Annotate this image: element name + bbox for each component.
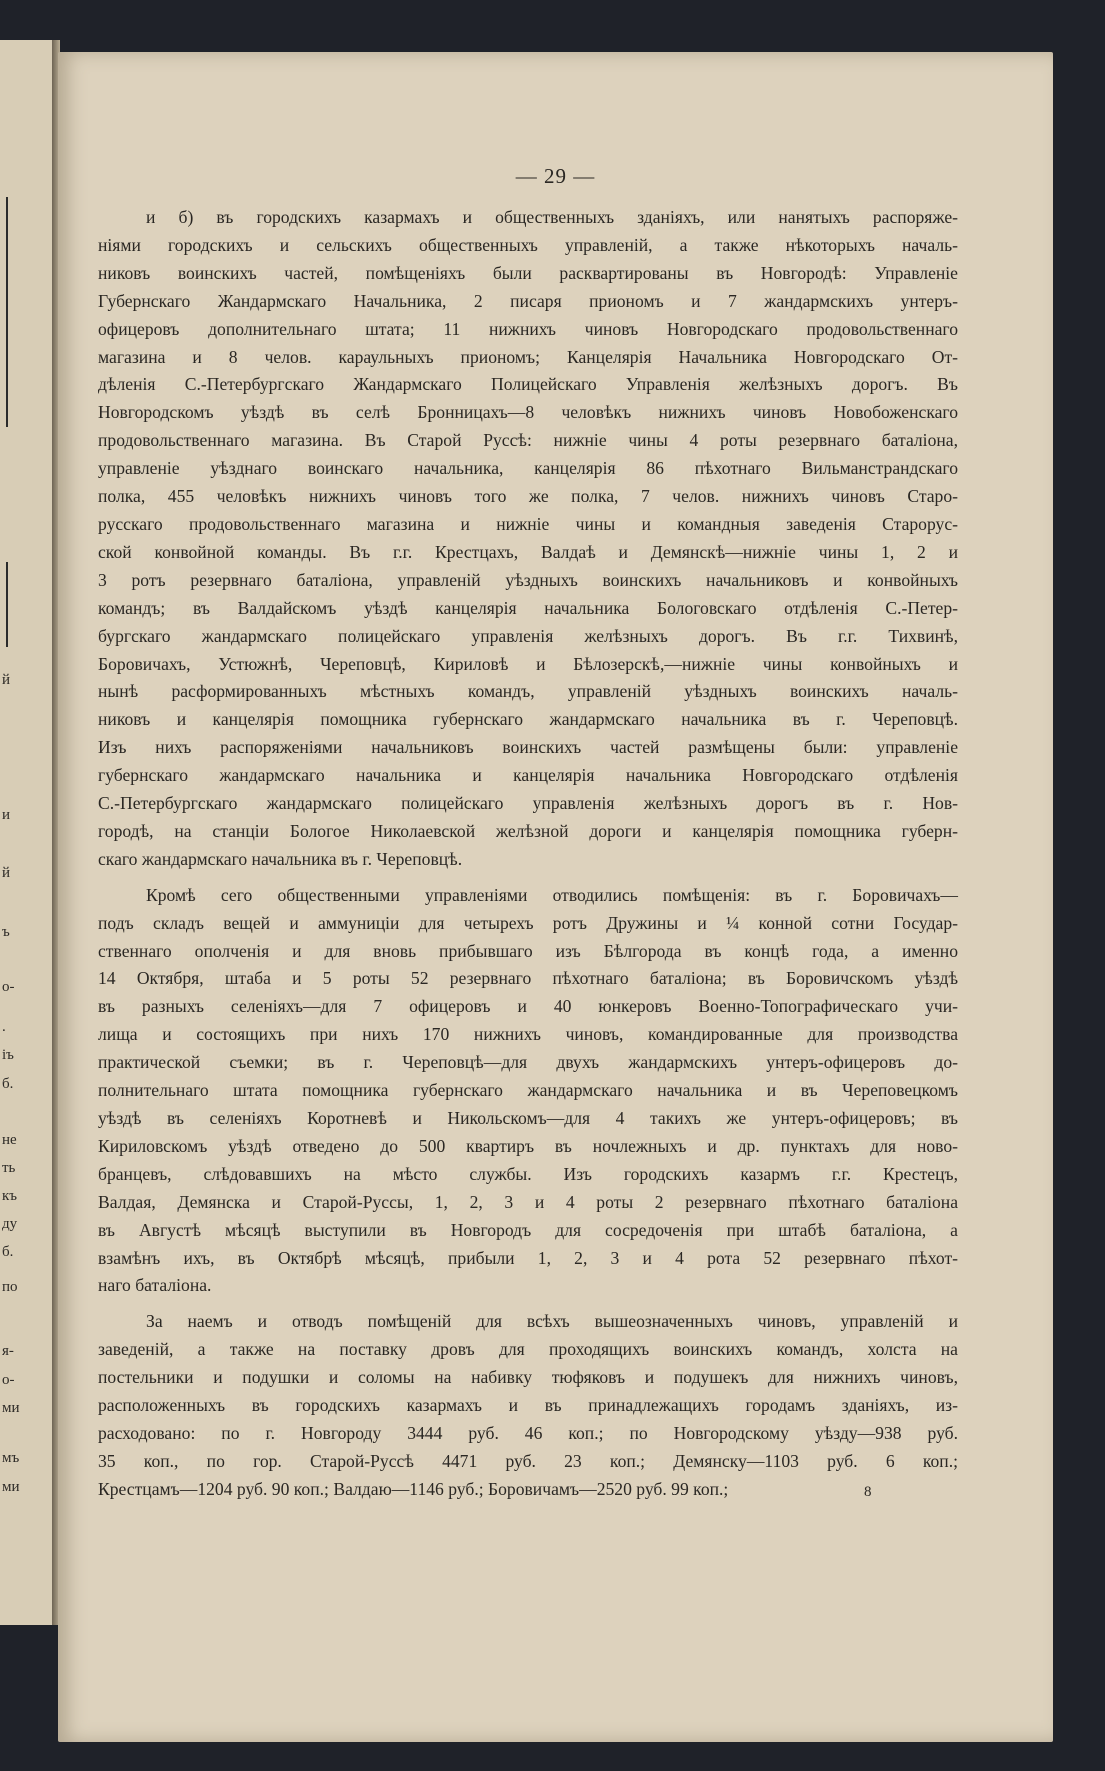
- document-page: [58, 52, 1053, 1742]
- text-line: управленіе уѣзднаго воинскаго начальника, канцелярія 86 пѣхотнаго Вильманстрандскаго: [98, 458, 958, 479]
- text-line: Кириловскомъ уѣздѣ отведено до 500 квартиръ въ ночлежныхъ и др. пунктахъ для ново-: [98, 1135, 958, 1156]
- text-line: Губернскаго Жандармскаго Начальника, 2 писаря приономъ и 7 жандармскихъ унтеръ-: [98, 290, 958, 311]
- left-page-fragment: я-: [2, 1343, 14, 1359]
- text-line: 3 ротъ резервнаго баталіона, управленій уѣздныхъ воинскихъ начальниковъ и конвойныхъ: [98, 569, 958, 590]
- left-page-fragment: къ: [2, 1188, 18, 1204]
- text-line: въ разныхъ селеніяхъ—для 7 офицеровъ и 40 юнкеровъ Военно-Топографическаго учи-: [98, 996, 958, 1017]
- left-page-fragment: мъ: [2, 1450, 20, 1466]
- text-line: полнительнаго штата помощника губернскаго жандармскаго начальника и въ Череповецкомъ: [98, 1080, 958, 1101]
- paragraph-gap: [98, 874, 958, 882]
- left-page-fragment: б.: [2, 1076, 14, 1092]
- text-line: взамѣнъ ихъ, въ Октябрѣ мѣсяцѣ, прибыли 1, 2, 3 и 4 рота 52 резервнаго пѣхот-: [98, 1247, 958, 1268]
- text-line: русскаго продовольственнаго магазина и нижніе чины и командныя заведенія Старорус-: [98, 513, 958, 534]
- text-line: заведеній, а также на поставку дровъ для проходящихъ воинскихъ командъ, холста на: [98, 1339, 958, 1360]
- text-line: бургскаго жандармскаго полицейскаго управленія желѣзныхъ дорогъ. Въ г.г. Тихвинѣ,: [98, 625, 958, 646]
- text-line: офицеровъ дополнительнаго штата; 11 нижнихъ чиновъ Новгородскаго продовольственнаго: [98, 318, 958, 339]
- left-page-fragment: ми: [2, 1479, 20, 1495]
- text-line: городѣ, на станціи Бологое Николаевской желѣзной дороги и канцелярія помощника губерн-: [98, 820, 958, 841]
- text-line: никовъ воинскихъ частей, помѣщеніяхъ были расквартированы въ Новгородѣ: Управленіе: [98, 262, 958, 283]
- text-line: ніями городскихъ и сельскихъ общественныхъ управленій, а также нѣкоторыхъ началь-: [98, 234, 958, 255]
- text-line: 14 Октября, штаба и 5 роты 52 резервнаго пѣхотнаго баталіона; въ Боровичскомъ уѣздѣ: [98, 968, 958, 989]
- left-page-fragment: о-: [2, 979, 15, 995]
- signature-mark: 8: [864, 1484, 872, 1500]
- text-line: Новгородскомъ уѣздѣ въ селѣ Бронницахъ—8 человѣкъ нижнихъ чиновъ Новобоженскаго: [98, 402, 958, 423]
- text-line: За наемъ и отводъ помѣщеній для всѣхъ вышеозначенныхъ чиновъ, управленій и: [146, 1311, 958, 1332]
- text-line: ской конвойной команды. Въ г.г. Крестцахъ, Валдаѣ и Демянскѣ—нижніе чины 1, 2 и: [98, 541, 958, 562]
- left-page-edge: [0, 40, 54, 1625]
- text-line: магазина и 8 челов. караульныхъ приономъ; Канцелярія Начальника Новгородскаго От-: [98, 346, 958, 367]
- text-line: расположенныхъ въ городскихъ казармахъ и въ принадлежащихъ городамъ зданіяхъ, из-: [98, 1395, 958, 1416]
- left-page-fragment: .: [2, 1019, 6, 1035]
- text-line: ственнаго ополченія и для вновь прибывшаго изъ Бѣлгорода въ концѣ года, а именно: [98, 940, 958, 961]
- text-line: командъ; въ Валдайскомъ уѣздѣ канцелярія начальника Бологовскаго отдѣленія С.-Петер-: [98, 597, 958, 618]
- text-line: нынѣ расформированныхъ мѣстныхъ командъ, управленій уѣздныхъ воинскихъ началь-: [98, 681, 958, 702]
- left-page-fragment: й: [2, 672, 11, 688]
- text-line: Крестцамъ—1204 руб. 90 коп.; Валдаю—1146 руб.; Боровичамъ—2520 руб. 99 коп.;: [98, 1478, 729, 1499]
- text-line: Кромѣ сего общественными управленіями отводились помѣщенія: въ г. Боровичахъ—: [146, 884, 958, 905]
- body-text: [98, 204, 958, 1504]
- left-page-fragment: й: [2, 865, 11, 881]
- text-line: скаго жандармскаго начальника въ г. Череповцѣ.: [98, 848, 463, 869]
- left-page-fragment: іъ: [2, 1047, 14, 1063]
- left-page-fragment: ду: [2, 1216, 18, 1232]
- text-line: дѣленія С.-Петербургскаго Жандармскаго Полицейскаго Управленія желѣзныхъ дорогъ. Въ: [98, 374, 958, 395]
- text-line: расходовано: по г. Новгороду 3444 руб. 46 коп.; по Новгородскому уѣзду—938 руб.: [98, 1422, 958, 1443]
- text-line: продовольственнаго магазина. Въ Старой Руссѣ: нижніе чины 4 роты резервнаго баталіона,: [98, 430, 958, 451]
- text-line: Валдая, Демянска и Старой-Руссы, 1, 2, 3 и 4 роты 2 резервнаго пѣхотнаго баталіона: [98, 1191, 958, 1212]
- text-line: уѣздѣ въ селеніяхъ Коротневѣ и Никольскомъ—для 4 такихъ же унтеръ-офицеровъ; въ: [98, 1108, 958, 1128]
- left-page-fragment: по: [2, 1279, 18, 1295]
- text-line: никовъ и канцелярія помощника губернскаго жандармскаго начальника въ г. Череповцѣ.: [98, 709, 958, 730]
- text-line: губернскаго жандармскаго начальника и канцелярія начальника Новгородскаго отдѣленія: [98, 765, 958, 786]
- paragraph-gap: [98, 1300, 958, 1308]
- text-line: Боровичахъ, Устюжнѣ, Череповцѣ, Кириловѣ и Бѣлозерскѣ,—нижніе чины конвойныхъ и: [98, 653, 958, 674]
- left-page-fragment: о-: [2, 1372, 15, 1388]
- text-line: и б) въ городскихъ казармахъ и общественныхъ зданіяхъ, или нанятыхъ распоряже-: [146, 207, 958, 227]
- left-page-fragment: ъ: [2, 924, 10, 940]
- text-line: Изъ нихъ распоряженіями начальниковъ воинскихъ частей размѣщены были: управленіе: [98, 737, 958, 758]
- left-page-fragment: не: [2, 1132, 17, 1148]
- text-line: въ Августѣ мѣсяцѣ выступили въ Новгородъ для сосредоченія при штабѣ баталіона, а: [98, 1219, 958, 1240]
- left-page-rule: [6, 197, 8, 427]
- left-page-fragment: ми: [2, 1400, 20, 1416]
- text-line: бранцевъ, слѣдовавшихъ на мѣсто службы. Изъ городскихъ казармъ г.г. Крестецъ,: [98, 1163, 958, 1184]
- text-line: подъ складъ вещей и аммуниціи для четырехъ ротъ Дружины и ¼ конной сотни Государ-: [98, 912, 958, 933]
- text-line: 35 коп., по гор. Старой-Руссѣ 4471 руб. 23 коп.; Демянску—1103 руб. 6 коп.;: [98, 1450, 958, 1471]
- left-page-fragment: ть: [2, 1160, 16, 1176]
- left-page-rule: [6, 562, 8, 647]
- text-line: постельники и подушки и соломы на набивку тюфяковъ и подушекъ для нижнихъ чиновъ,: [98, 1367, 958, 1388]
- left-page-fragment: б.: [2, 1244, 14, 1260]
- left-page-fragment: и: [2, 807, 11, 823]
- text-line: лища и состоящихъ при нихъ 170 нижнихъ чиновъ, командированные для производства: [98, 1024, 958, 1045]
- page-number: — 29 —: [515, 164, 596, 188]
- text-line: полка, 455 человѣкъ нижнихъ чиновъ того же полка, 7 челов. нижнихъ чиновъ Старо-: [98, 486, 958, 507]
- text-line: практической съемки; въ г. Череповцѣ—для двухъ жандармскихъ унтеръ-офицеровъ до-: [98, 1052, 958, 1073]
- text-line: наго баталіона.: [98, 1275, 212, 1296]
- text-line: С.-Петербургскаго жандармскаго полицейскаго управленія желѣзныхъ дорогъ въ г. Нов-: [98, 793, 958, 814]
